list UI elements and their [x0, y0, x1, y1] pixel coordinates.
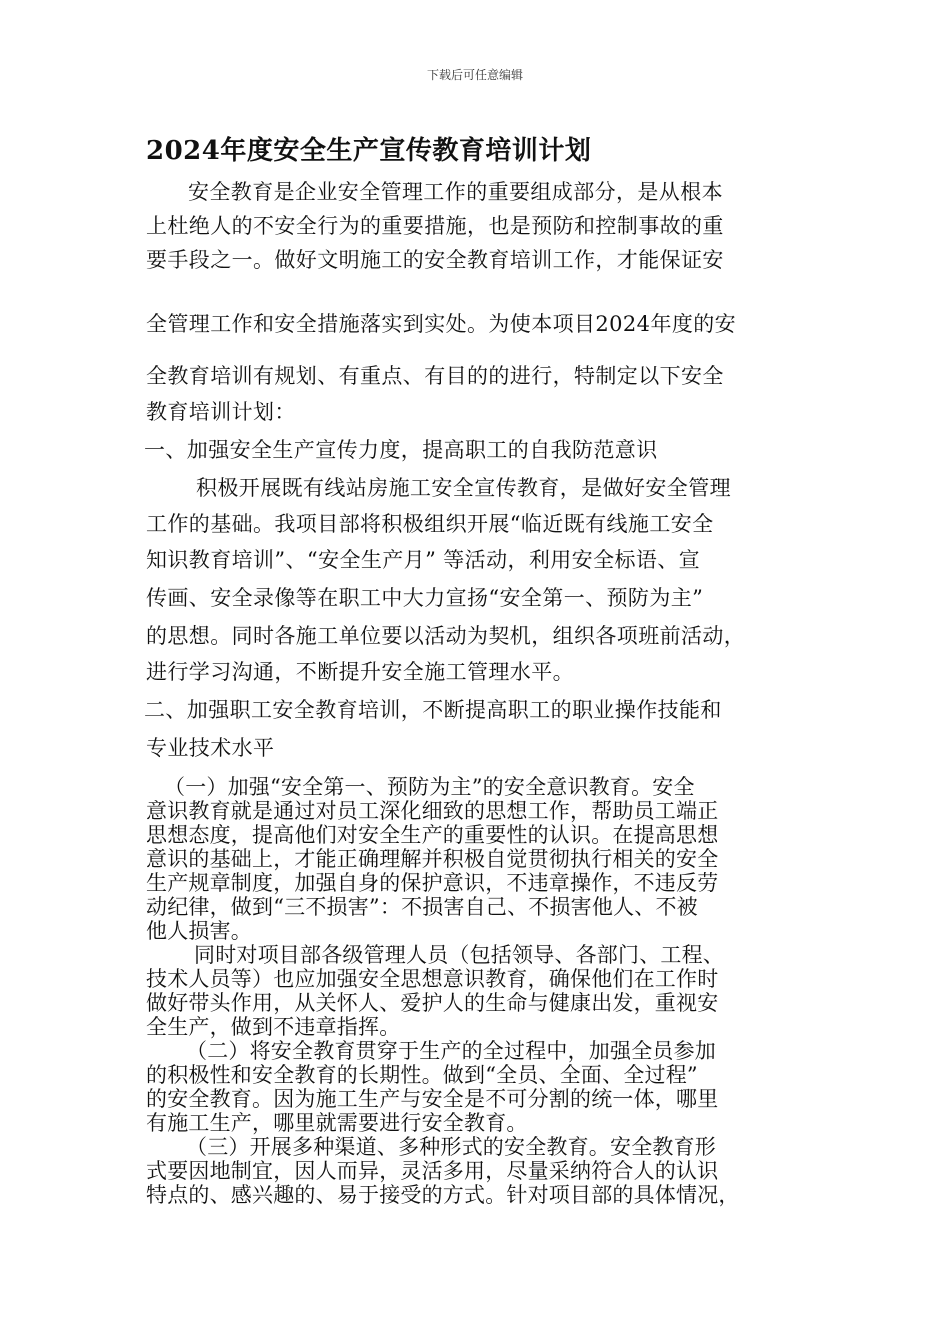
- section1-line: 工作的基础。我项目部将积极组织开展“临近既有线施工安全: [146, 512, 714, 536]
- section1-line: 进行学习沟通，不断提升安全施工管理水平。: [146, 660, 574, 684]
- section2-line: 全生产，做到不违章指挥。: [146, 1015, 401, 1039]
- section2-line: （三）开展多种渠道、多种形式的安全教育。安全教育形: [186, 1135, 716, 1159]
- section2-line: 意识的基础上，才能正确理解并积极自觉贯彻执行相关的安全: [146, 847, 719, 871]
- section2-line: 特点的、感兴趣的、易于接受的方式。针对项目部的具体情况，: [146, 1183, 740, 1207]
- section1-line: 知识教育培训”、“安全生产月” 等活动，利用安全标语、宣: [146, 548, 701, 572]
- section2-line: 有施工生产，哪里就需要进行安全教育。: [146, 1111, 528, 1135]
- section2-line: （二）将安全教育贯穿于生产的全过程中，加强全员参加: [186, 1039, 716, 1063]
- intro-line: 要手段之一。做好文明施工的安全教育培训工作，才能保证安: [146, 248, 724, 272]
- section2-line: 的安全教育。因为施工生产与安全是不可分割的统一体，哪里: [146, 1087, 719, 1111]
- header-note: 下载后可任意编辑: [426, 68, 523, 82]
- section1-line: 的思想。同时各施工单位要以活动为契机，组织各项班前活动，: [146, 624, 746, 648]
- section-heading-2: 二、加强职工安全教育培训，不断提高职工的职业操作技能和: [144, 698, 722, 722]
- section2-line: 他人损害。: [146, 919, 252, 943]
- section1-line: 传画、安全录像等在职工中大力宣扬“安全第一、预防为主”: [146, 586, 704, 610]
- section2-line: 生产规章制度，加强自身的保护意识，不违章操作，不违反劳: [146, 871, 719, 895]
- intro-line: 全管理工作和安全措施落实到实处。为使本项目2024年度的安: [146, 312, 737, 336]
- section2-line: 同时对项目部各级管理人员（包括领导、各部门、工程、: [194, 943, 724, 967]
- document-title: 2024年度安全生产宣传教育培训计划: [146, 136, 592, 166]
- intro-line: 教育培训计划：: [146, 400, 296, 424]
- section2-line: （一）加强“安全第一、预防为主”的安全意识教育。安全: [164, 775, 695, 799]
- section1-line: 积极开展既有线站房施工安全宣传教育，是做好安全管理: [196, 476, 731, 500]
- section-heading-2-cont: 专业技术水平: [146, 736, 275, 760]
- intro-line: 上杜绝人的不安全行为的重要措施，也是预防和控制事故的重: [146, 214, 724, 238]
- section2-line: 做好带头作用，从关怀人、爱护人的生命与健康出发，重视安: [146, 991, 719, 1015]
- section2-line: 动纪律，做到“三不损害”：不损害自己、不损害他人、不被: [146, 895, 698, 919]
- section2-line: 思想态度，提高他们对安全生产的重要性的认识。在提高思想: [146, 823, 719, 847]
- intro-line: 全教育培训有规划、有重点、有目的的进行，特制定以下安全: [146, 364, 724, 388]
- section2-line: 的积极性和安全教育的长期性。做到“全员、全面、全过程”: [146, 1063, 698, 1087]
- intro-line: 安全教育是企业安全管理工作的重要组成部分，是从根本: [188, 180, 723, 204]
- section-heading-1: 一、加强安全生产宣传力度，提高职工的自我防范意识: [144, 438, 658, 462]
- section2-line: 式要因地制宜，因人而异，灵活多用，尽量采纳符合人的认识: [146, 1159, 719, 1183]
- section2-line: 意识教育就是通过对员工深化细致的思想工作，帮助员工端正: [146, 799, 719, 823]
- section2-line: 技术人员等）也应加强安全思想意识教育，确保他们在工作时: [146, 967, 719, 991]
